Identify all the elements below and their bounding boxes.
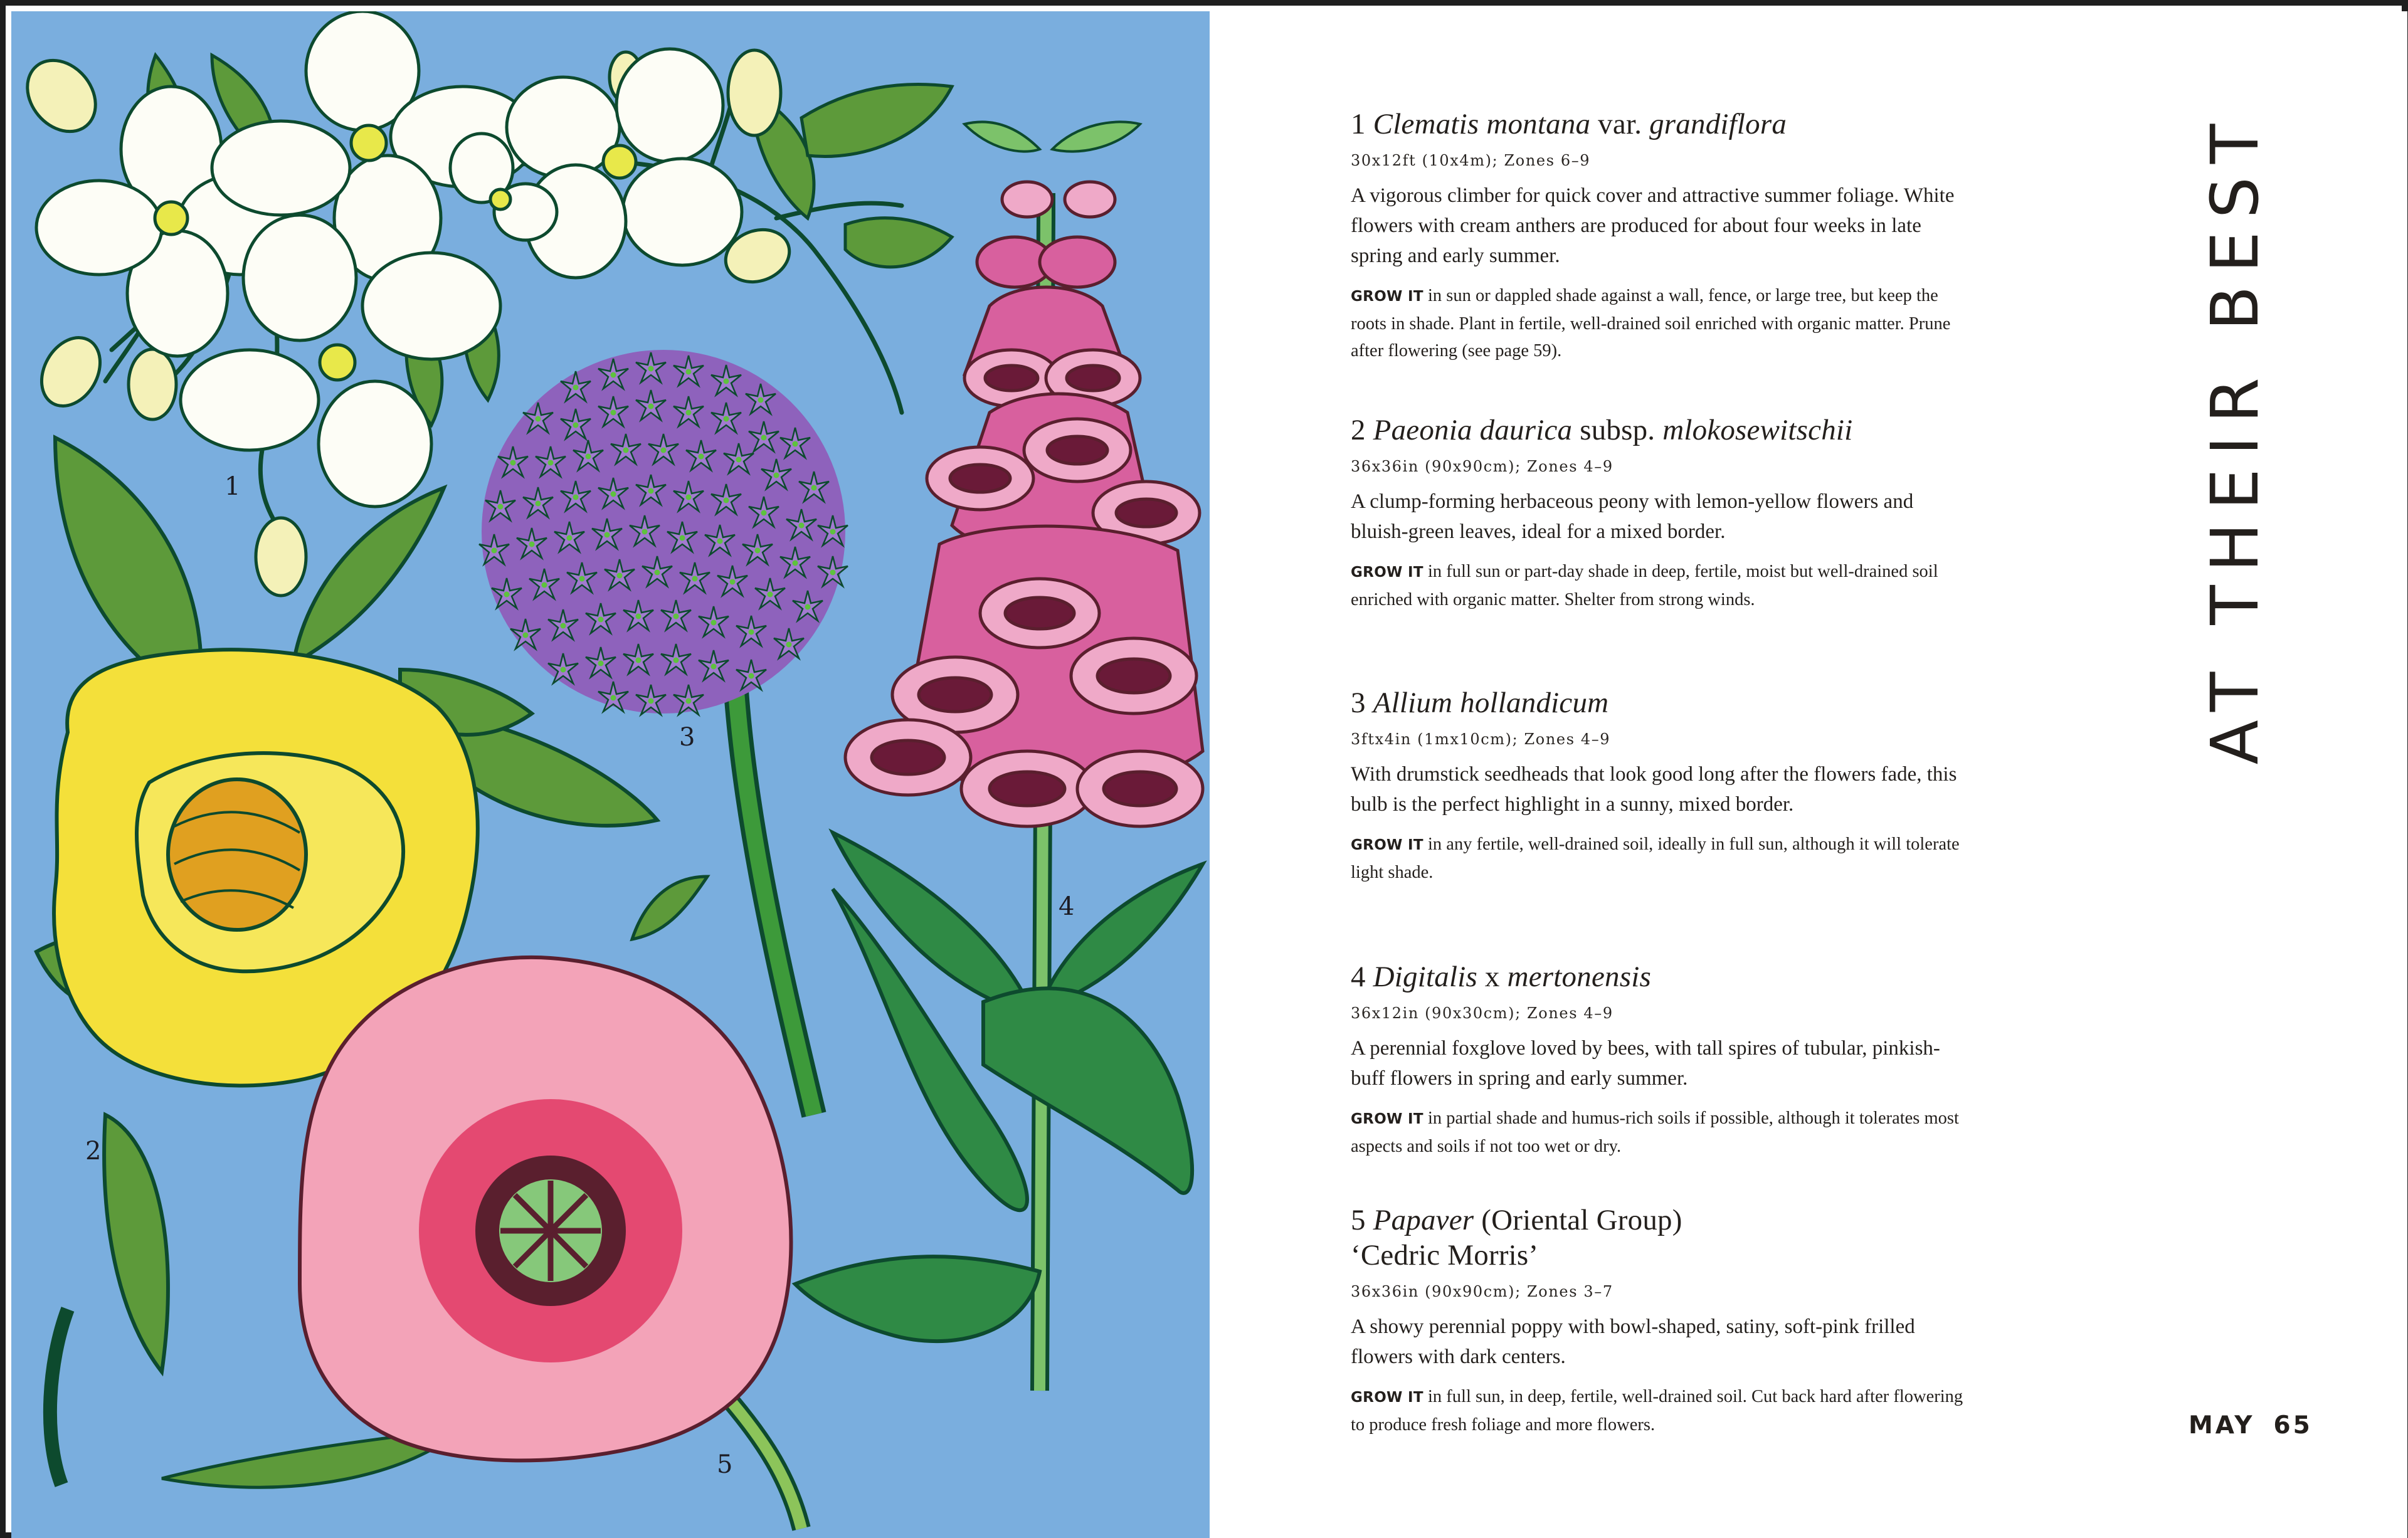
entry-dimensions: 36x36in (90x90cm); Zones 3–7 [1351, 1283, 1613, 1300]
figure-label-1: 1 [224, 472, 241, 501]
figure-label-3: 3 [679, 723, 695, 752]
entry-number: 2 [1351, 414, 1366, 446]
botanical-illustration-plate [11, 11, 1210, 1538]
entry-grow-it [1351, 282, 1965, 364]
entry-dimensions: 3ftx4in (1mx10cm); Zones 4–9 [1351, 730, 1611, 748]
entry-epithet: grandiflora [1649, 108, 1787, 140]
plant-entry-title [1351, 1203, 1965, 1273]
entry-group: (Oriental Group) [1474, 1204, 1682, 1236]
entry-number: 3 [1351, 687, 1366, 719]
entry-description: A showy perennial poppy with bowl-shaped, satiny, soft-pink frilled flowers with dark centers. [1351, 1315, 1915, 1368]
grow-it-text: in full sun, in deep, fertile, well-drained soil. Cut back hard after flowering to produce fresh foliage and more flowers. [1351, 1387, 1963, 1435]
foxglove-leaves [795, 833, 1203, 1341]
entry-genus: Clematis montana [1373, 108, 1591, 140]
entry-description: With drumstick seedheads that look good long after the flowers fade, this bulb is the perfect highlight in a sunny, mixed border. [1351, 763, 1957, 816]
page-number: 65 [2273, 1411, 2313, 1440]
entry-description: A clump-forming herbaceous peony with lemon-yellow flowers and bluish-green leaves, ideal for a mixed border. [1351, 490, 1914, 543]
section-title-text: AT THEIR BEST [2197, 110, 2273, 765]
grow-it-text: in any fertile, well-drained soil, ideally in full sun, although it will tolerate light shade. [1351, 835, 1960, 882]
entry-rank: var. [1590, 108, 1650, 140]
plant-entry-title [1351, 959, 1965, 994]
entry-rank: x [1477, 961, 1508, 993]
foxglove-bells [845, 182, 1203, 826]
entry-dimensions: 36x36in (90x90cm); Zones 4–9 [1351, 458, 1613, 475]
figure-label-2: 2 [85, 1137, 102, 1166]
plant-entry-3 [1351, 685, 1965, 886]
plant-entry-title [1351, 413, 1965, 448]
plant-entry-4 [1351, 959, 1965, 1160]
figure-label-4: 4 [1059, 892, 1075, 921]
entry-cultivar: ‘Cedric Morris’ [1351, 1239, 1539, 1272]
entry-grow-it [1351, 831, 1965, 886]
grow-it-label: GROW IT [1351, 1389, 1423, 1406]
plant-entry-2 [1351, 413, 1965, 613]
grow-it-label: GROW IT [1351, 1111, 1423, 1127]
entry-grow-it [1351, 1383, 1965, 1438]
entry-genus: Digitalis [1373, 961, 1477, 993]
entry-description: A perennial foxglove loved by bees, with tall spires of tubular, pinkish-buff flowers in spring and early summer. [1351, 1037, 1940, 1090]
entry-rank: subsp. [1572, 414, 1663, 446]
entry-dimensions: 30x12ft (10x4m); Zones 6–9 [1351, 152, 1591, 169]
folio-month: MAY [2189, 1411, 2255, 1440]
page-folio [2189, 1411, 2313, 1440]
grow-it-label: GROW IT [1351, 564, 1423, 581]
entry-description: A vigorous climber for quick cover and attractive summer foliage. White flowers with cream anthers are produced for about four weeks in late spring and early summer. [1351, 184, 1955, 267]
flower-illustration [11, 11, 1210, 1538]
grow-it-label: GROW IT [1351, 288, 1423, 305]
entry-genus: Paeonia daurica [1373, 414, 1573, 446]
grow-it-label: GROW IT [1351, 837, 1423, 853]
entry-genus: Papaver [1373, 1204, 1474, 1236]
grow-it-text: in full sun or part-day shade in deep, fertile, moist but well-drained soil enriched with organic matter. Shelter from strong winds. [1351, 562, 1938, 609]
entry-dimensions: 36x12in (90x30cm); Zones 4–9 [1351, 1004, 1613, 1022]
plant-entry-5 [1351, 1203, 1965, 1438]
entry-number: 4 [1351, 961, 1366, 993]
plant-entry-title [1351, 107, 1965, 142]
entry-epithet: mertonensis [1507, 961, 1651, 993]
entry-grow-it [1351, 1105, 1965, 1160]
entry-epithet: mlokosewitschii [1662, 414, 1853, 446]
grow-it-text: in partial shade and humus-rich soils if possible, although it tolerates most aspects and soils if not too wet or dry. [1351, 1109, 1959, 1156]
text-page [1210, 11, 2407, 1538]
entry-grow-it [1351, 558, 1965, 613]
figure-label-5: 5 [717, 1450, 733, 1479]
entry-number: 5 [1351, 1204, 1366, 1236]
plant-entry-title [1351, 685, 1965, 720]
entry-number: 1 [1351, 108, 1366, 140]
section-title [2197, 105, 2273, 770]
plant-entry-1 [1351, 107, 1965, 364]
entry-genus: Allium hollandicum [1373, 687, 1609, 719]
grow-it-text: in sun or dappled shade against a wall, fence, or large tree, but keep the roots in shade. Plant in fertile, well-drained soil enriched with organic matter. Prune after flowering (see page 59). [1351, 286, 1951, 361]
